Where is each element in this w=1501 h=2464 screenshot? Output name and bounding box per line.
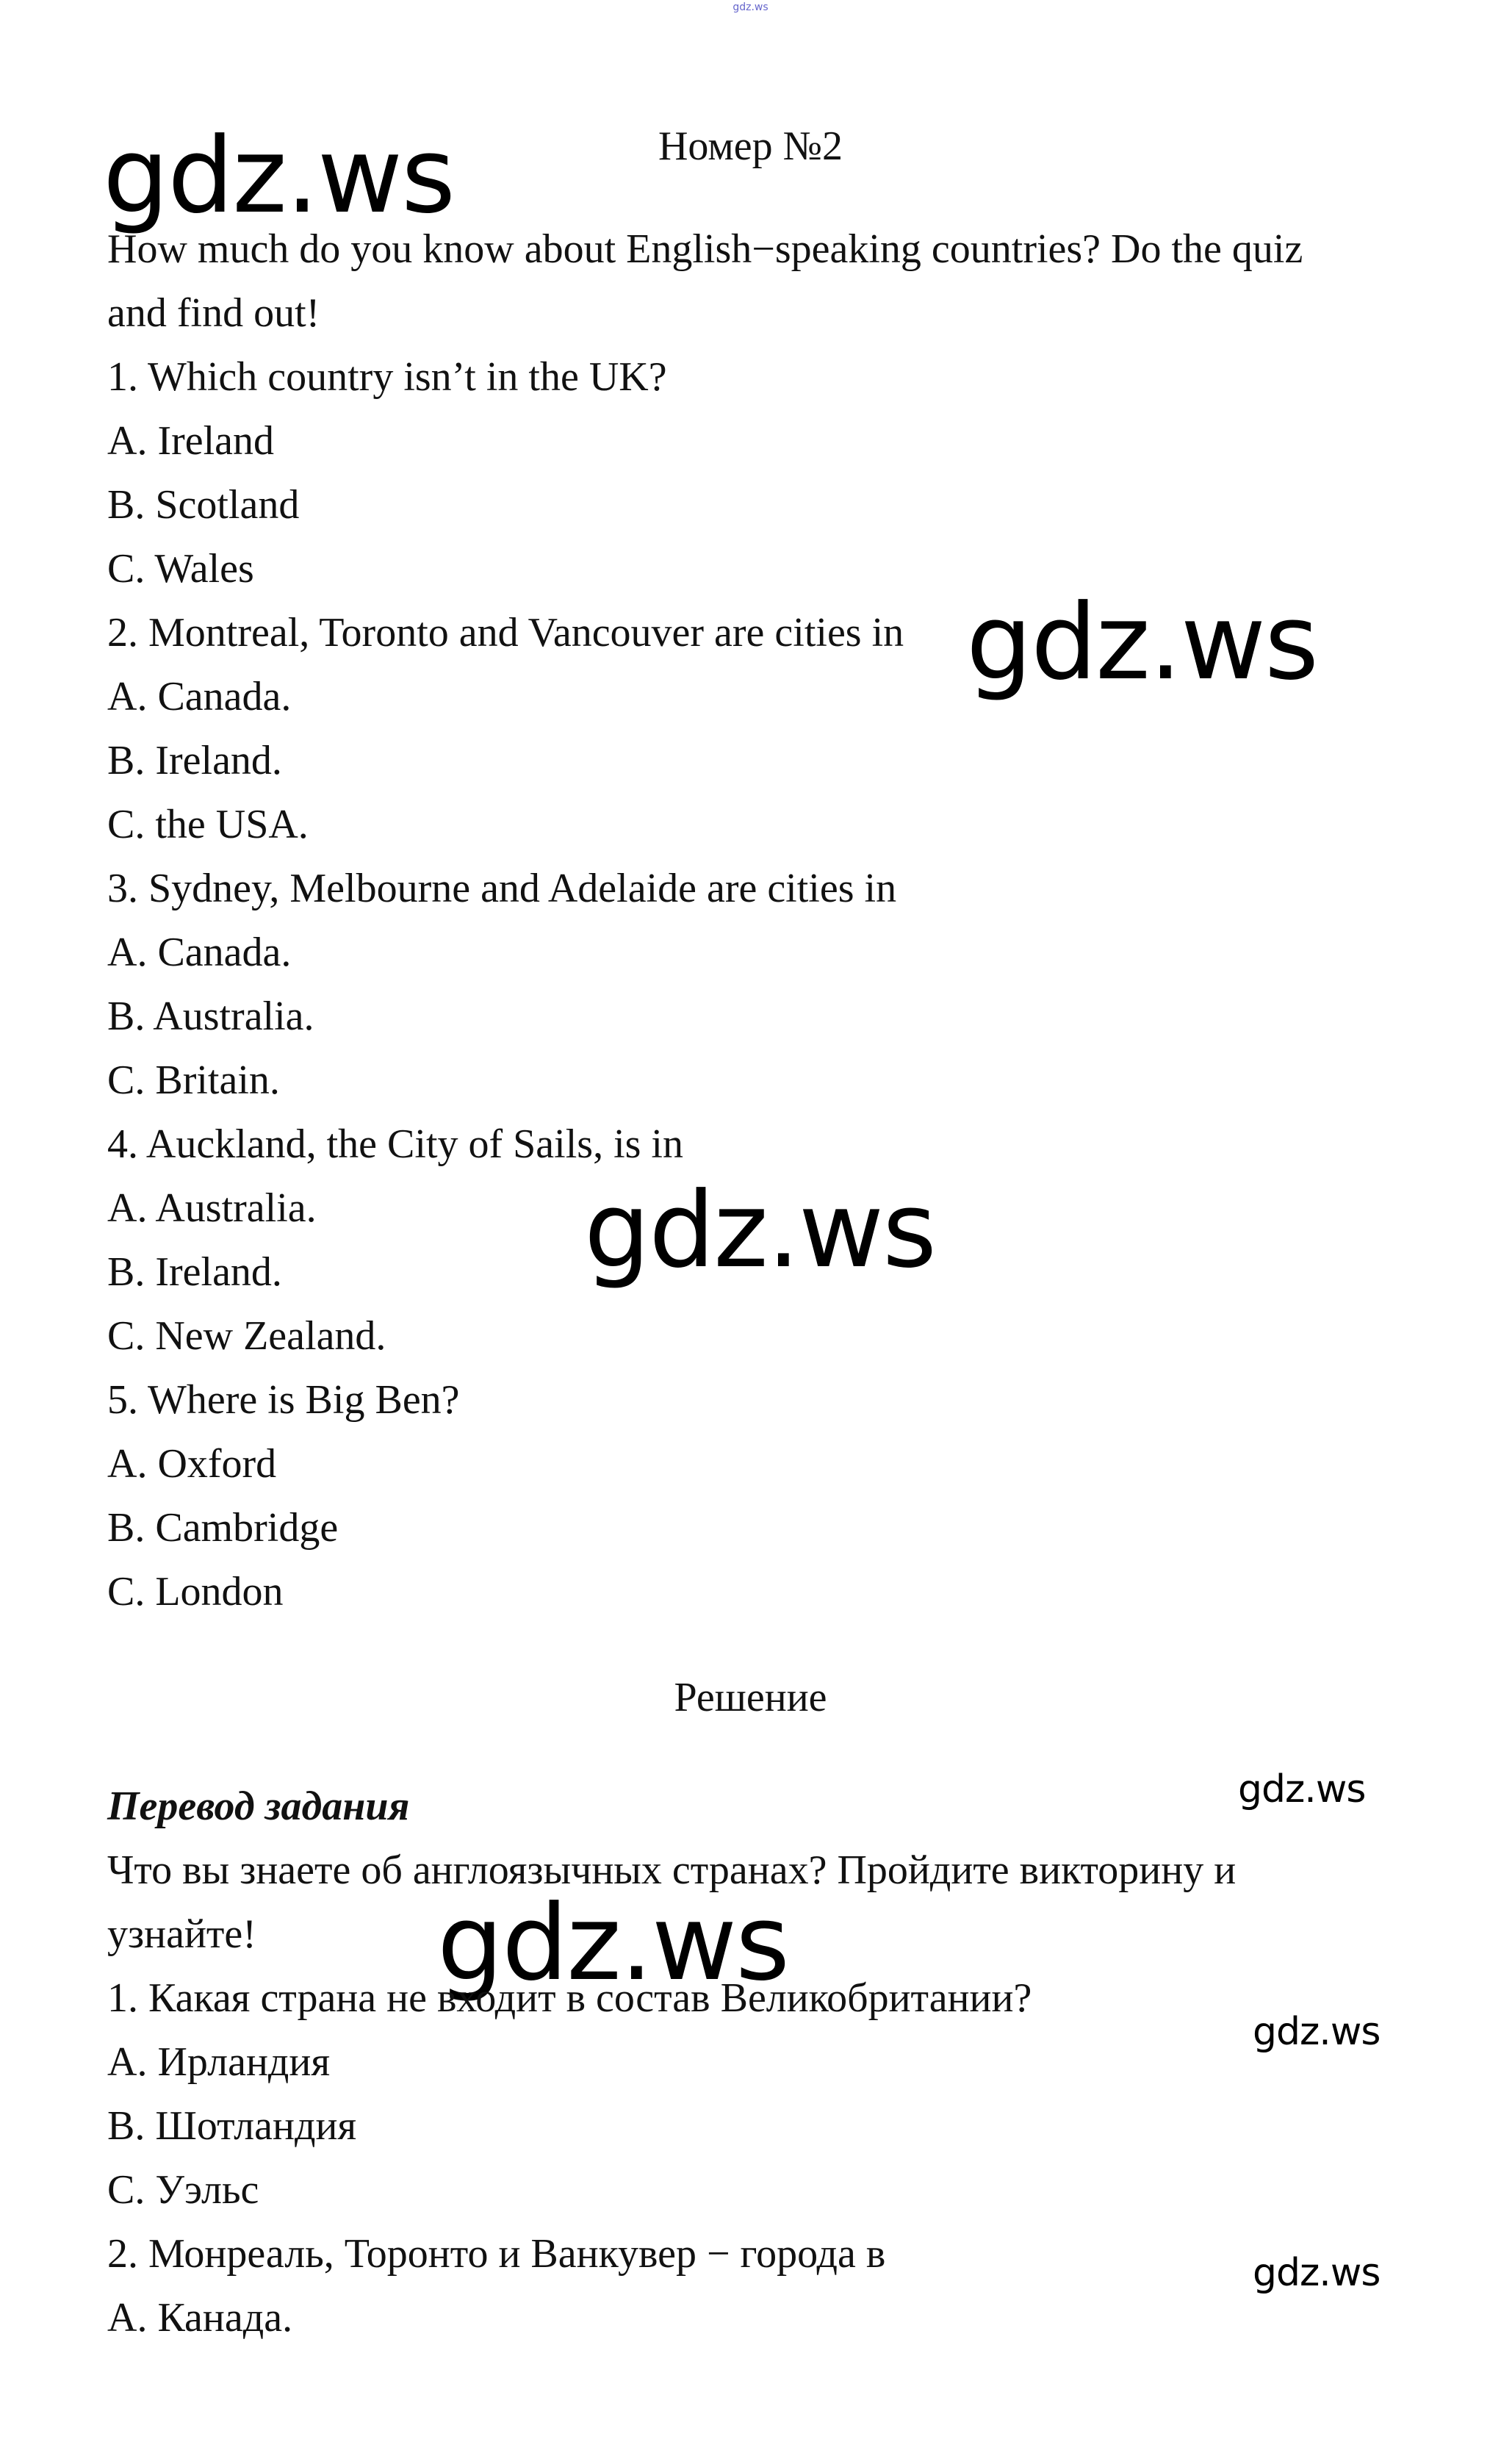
watermark-logo: gdz.ws [584, 1170, 936, 1291]
text-line: Что вы знаете об англоязычных странах? Пройдите викторину и [107, 1847, 1237, 1893]
answer-option: C. Wales [107, 546, 254, 592]
answer-option: B. Cambridge [107, 1505, 339, 1551]
watermark-logo: gdz.ws [1253, 2251, 1381, 2295]
solution-heading: Решение [674, 1675, 827, 1720]
question-line: 2. Монреаль, Торонто и Ванкувер − города в [107, 2231, 886, 2277]
answer-option: A. Canada. [107, 930, 292, 975]
answer-option: C. Britain. [107, 1057, 280, 1103]
watermark-logo: gdz.ws [103, 115, 455, 237]
answer-option: A. Ireland [107, 418, 275, 464]
answer-option: B. Шотландия [107, 2103, 357, 2149]
answer-option: B. Ireland. [107, 738, 282, 783]
page-title: Номер №2 [658, 123, 843, 169]
answer-option: A. Australia. [107, 1185, 317, 1231]
answer-option: C. Уэльс [107, 2167, 259, 2213]
text-line: How much do you know about English−speaking countries? Do the quiz [107, 226, 1303, 272]
question-line: 1. Which country isn’t in the UK? [107, 354, 667, 400]
watermark-logo: gdz.ws [437, 1883, 789, 2004]
answer-option: A. Канада. [107, 2295, 293, 2341]
watermark-logo: gdz.ws [966, 582, 1318, 703]
answer-option: A. Oxford [107, 1441, 277, 1487]
question-line: 2. Montreal, Toronto and Vancouver are cities in [107, 610, 904, 655]
answer-option: C. London [107, 1569, 284, 1614]
answer-option: B. Australia. [107, 994, 314, 1039]
question-line: 5. Where is Big Ben? [107, 1377, 460, 1423]
watermark-logo: gdz.ws [1253, 2010, 1381, 2054]
answer-option: C. New Zealand. [107, 1313, 386, 1359]
watermark-logo: gdz.ws [1238, 1767, 1366, 1811]
text-line: узнайте! [107, 1911, 256, 1957]
top-watermark: gdz.ws [732, 1, 769, 13]
translation-heading: Перевод задания [107, 1784, 410, 1829]
text-line: and find out! [107, 290, 320, 336]
question-line: 3. Sydney, Melbourne and Adelaide are cities in [107, 866, 897, 911]
answer-option: B. Ireland. [107, 1249, 282, 1295]
answer-option: C. the USA. [107, 802, 309, 847]
question-line: 1. Какая страна не входит в состав Великобритании? [107, 1975, 1032, 2021]
answer-option: A. Canada. [107, 674, 292, 719]
answer-option: A. Ирландия [107, 2039, 331, 2085]
question-line: 4. Auckland, the City of Sails, is in [107, 1121, 683, 1167]
answer-option: B. Scotland [107, 482, 300, 528]
